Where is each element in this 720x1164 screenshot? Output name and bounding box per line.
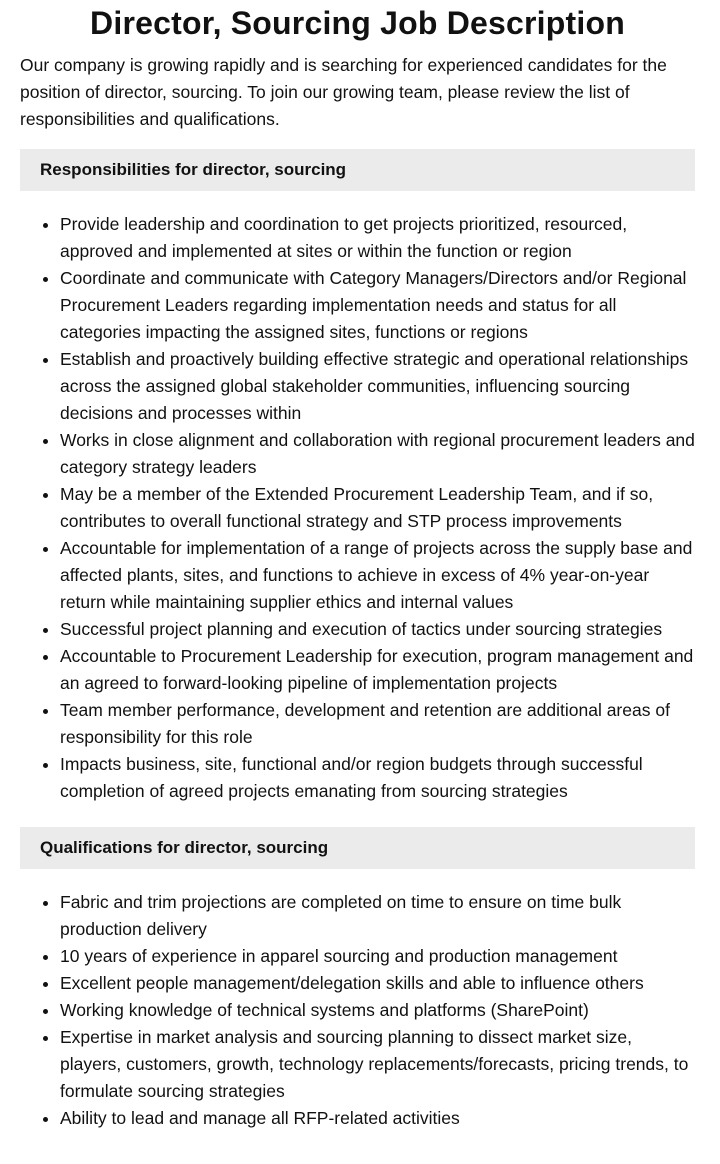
qualifications-list (20, 889, 695, 1132)
list-item: • Establish and proactively building effective strategic and operational relationships across the assigned global stakeholder communities, influencing sourcing decisions and processes within (60, 346, 695, 427)
list-item: • Coordinate and communicate with Category Managers/Directors and/or Regional Procurement Leaders regarding implementation needs and status for all categories impacting the assigned sites, functions or regions (60, 265, 695, 346)
list-item: • Successful project planning and execution of tactics under sourcing strategies (60, 616, 695, 643)
responsibilities-heading: Responsibilities for director, sourcing (20, 149, 695, 191)
list-item: • Excellent people management/delegation skills and able to influence others (60, 970, 695, 997)
responsibilities-list (20, 211, 695, 805)
list-item: • Works in close alignment and collaboration with regional procurement leaders and category strategy leaders (60, 427, 695, 481)
intro-paragraph: Our company is growing rapidly and is searching for experienced candidates for the position of director, sourcing. To join our growing team, please review the list of responsibilities and qualifications. (20, 55, 667, 129)
list-item: • May be a member of the Extended Procurement Leadership Team, and if so, contributes to overall functional strategy and STP process improvements (60, 481, 695, 535)
qualifications-heading: Qualifications for director, sourcing (20, 827, 695, 869)
list-item: • Expertise in market analysis and sourcing planning to dissect market size, players, customers, growth, technology replacements/forecasts, pricing trends, to formulate sourcing strategies (60, 1024, 695, 1105)
list-item: • Impacts business, site, functional and/or region budgets through successful completion of agreed projects emanating from sourcing strategies (60, 751, 695, 805)
list-item: • Accountable for implementation of a range of projects across the supply base and affected plants, sites, and functions to achieve in excess of 4% year-on-year return while maintaining supplier ethics and internal values (60, 535, 695, 616)
list-item: • Team member performance, development and retention are additional areas of responsibility for this role (60, 697, 695, 751)
list-item: • Ability to lead and manage all RFP-related activities (60, 1105, 695, 1132)
list-item: • 10 years of experience in apparel sourcing and production management (60, 943, 695, 970)
list-item: • Working knowledge of technical systems and platforms (SharePoint) (60, 997, 695, 1024)
list-item: • Fabric and trim projections are completed on time to ensure on time bulk production delivery (60, 889, 695, 943)
list-item: • Accountable to Procurement Leadership for execution, program management and an agreed to forward-looking pipeline of implementation projects (60, 643, 695, 697)
page-title: Director, Sourcing Job Description (90, 5, 625, 41)
list-item: • Provide leadership and coordination to get projects prioritized, resourced, approved and implemented at sites or within the function or region (60, 211, 695, 265)
